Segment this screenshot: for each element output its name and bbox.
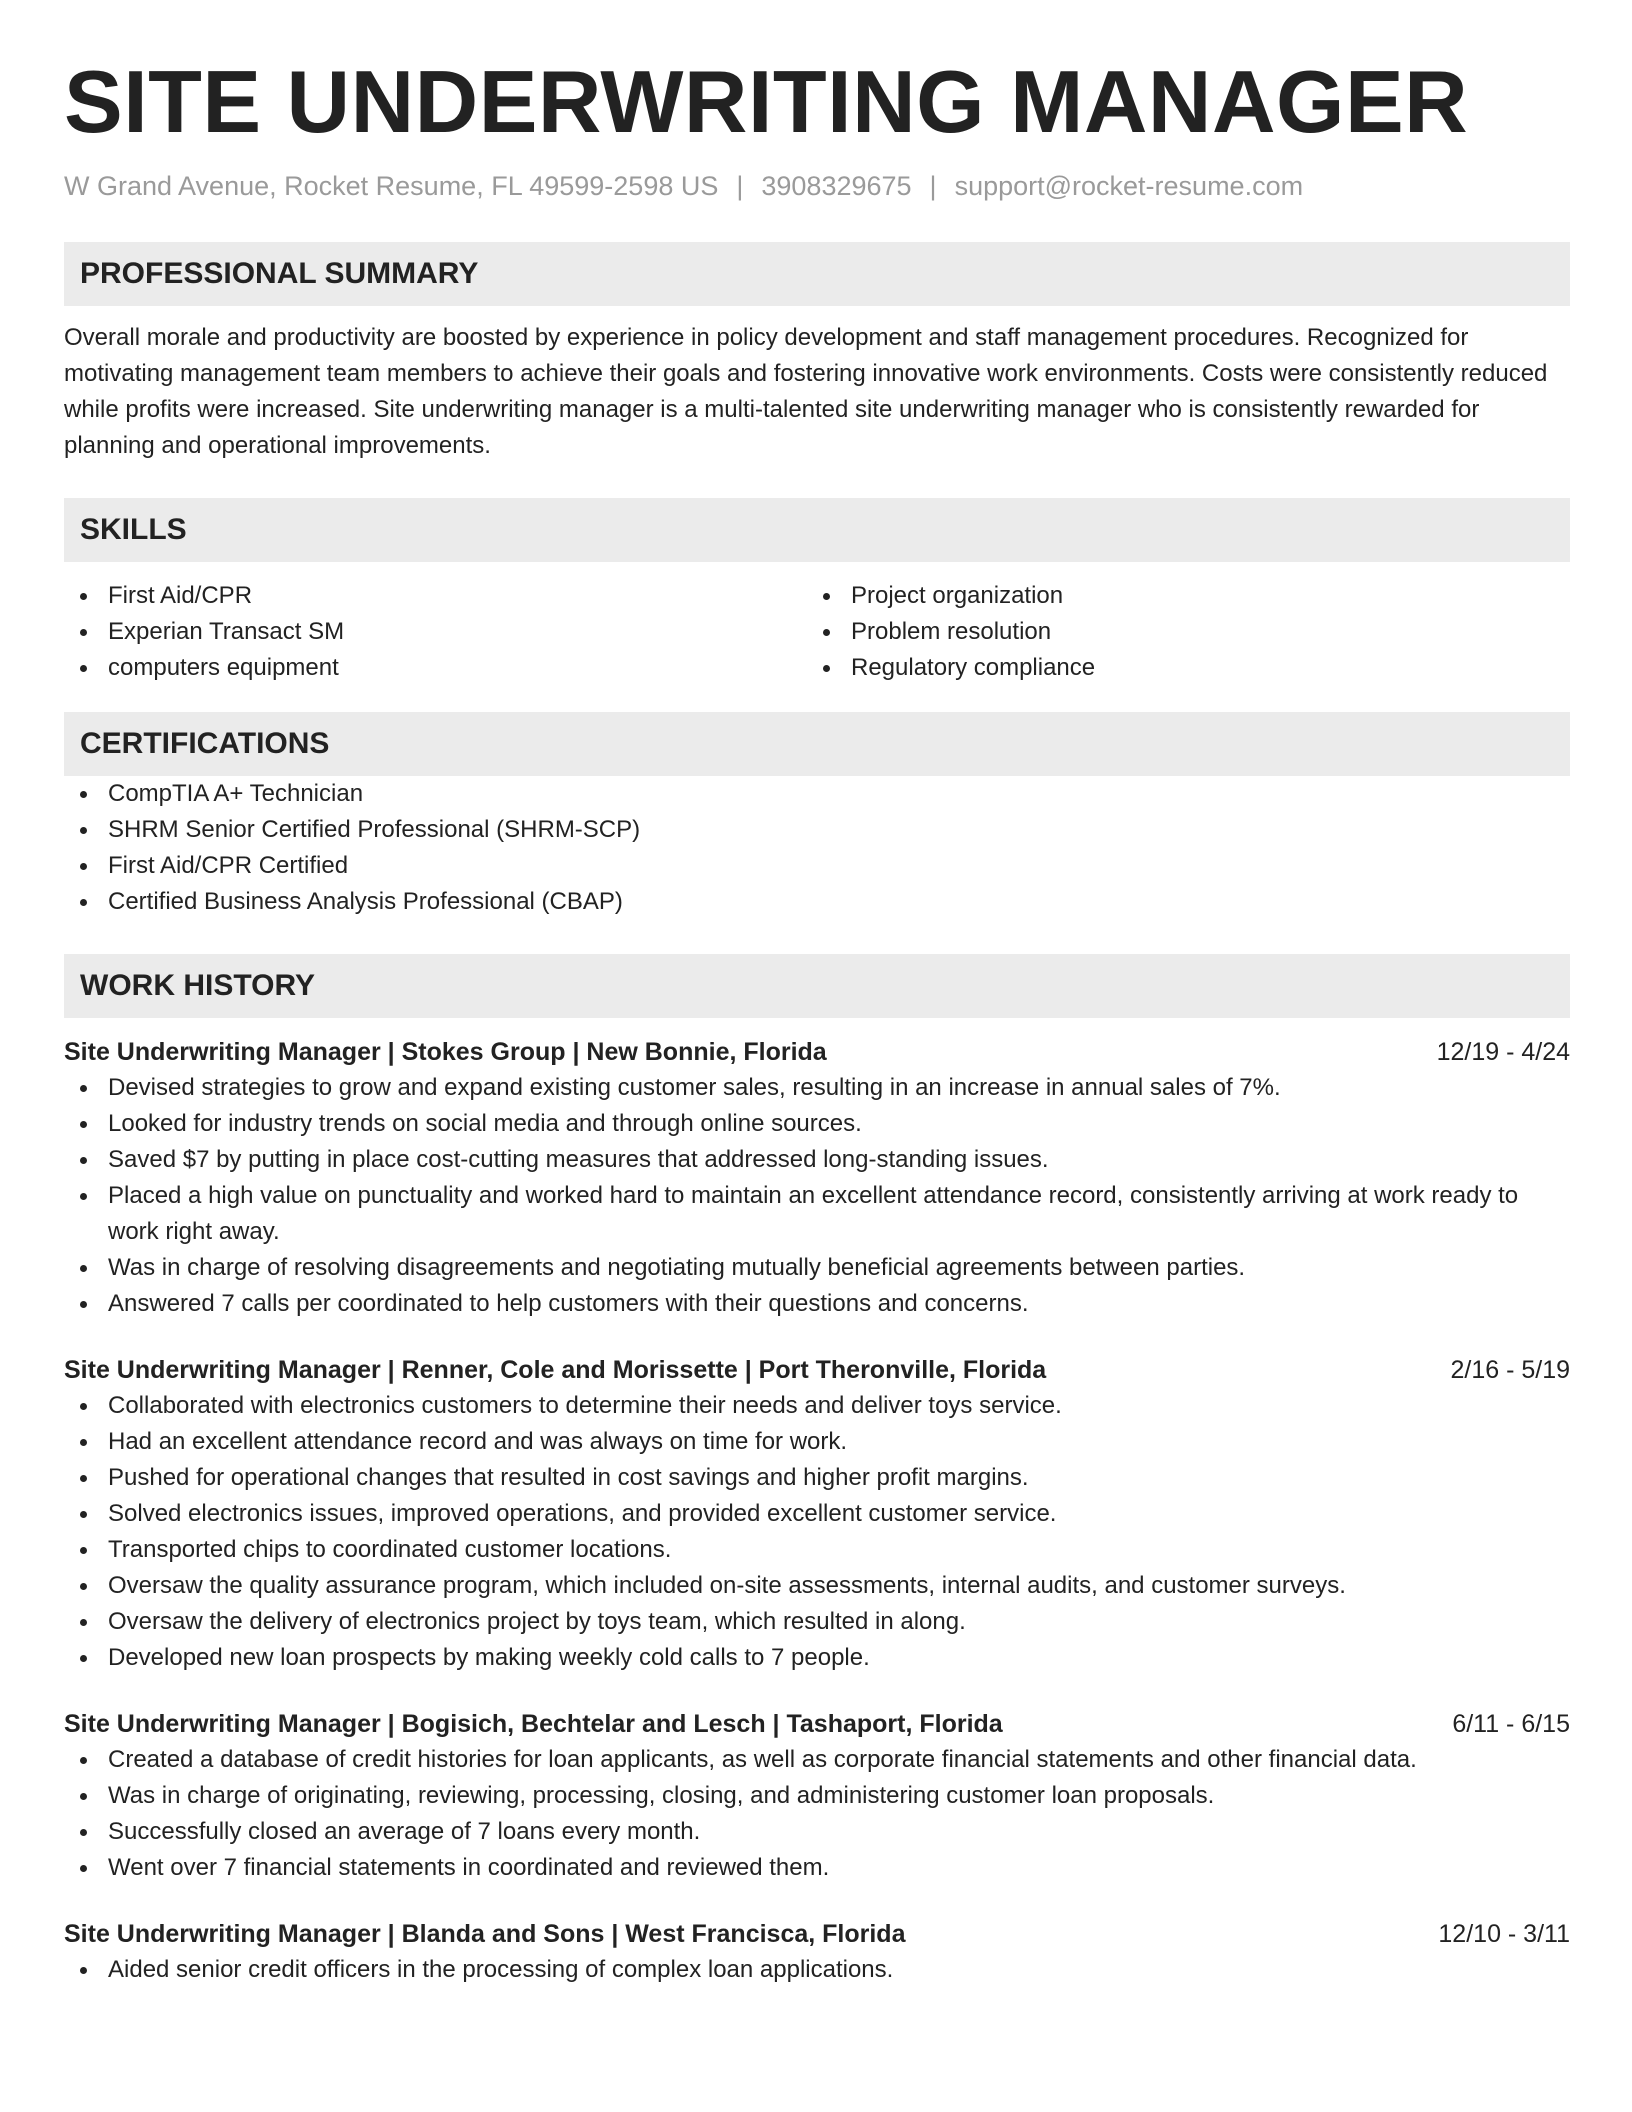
job-bullets [64,1388,1570,1676]
job-bullet: Collaborated with electronics customers to determine their needs and deliver toys service. [64,1388,1570,1424]
job-bullet: Created a database of credit histories for loan applicants, as well as corporate financial statements and other financial data. [64,1742,1570,1778]
contact-email[interactable]: support@rocket-resume.com [954,171,1304,201]
certifications-list [64,776,1570,920]
job-bullet: Had an excellent attendance record and was always on time for work. [64,1424,1570,1460]
job-bullet: Was in charge of resolving disagreements and negotiating mutually beneficial agreements between parties. [64,1250,1570,1286]
job-dates: 6/11 - 6/15 [1452,1710,1570,1738]
job-bullet: Placed a high value on punctuality and worked hard to maintain an excellent attendance record, consistently arriving at work ready to work right away. [64,1178,1570,1250]
job-bullets [64,1070,1570,1322]
job-dates: 2/16 - 5/19 [1450,1356,1570,1384]
job-header [64,1034,1570,1070]
job-dates: 12/19 - 4/24 [1436,1038,1570,1066]
certifications-heading: CERTIFICATIONS [64,712,1570,776]
skill-item: computers equipment [64,650,807,686]
job-bullet: Looked for industry trends on social media and through online sources. [64,1106,1570,1142]
summary-text: Overall morale and productivity are boosted by experience in policy development and staff management procedures. Recognized for motivating management team members to achieve their goals and fostering innovative work environments. Costs were consistently reduced while profits were increased. Site underwriting manager is a multi-talented site underwriting manager who is consistently rewarded for planning and operational improvements. [64,324,1548,459]
job-dates: 12/10 - 3/11 [1438,1920,1570,1948]
contact-address: W Grand Avenue, Rocket Resume, FL 49599-2598 US [64,171,719,201]
certification-item: First Aid/CPR Certified [64,848,1570,884]
job-bullet: Answered 7 calls per coordinated to help customers with their questions and concerns. [64,1286,1570,1322]
job-bullet: Oversaw the quality assurance program, which included on-site assessments, internal audits, and customer surveys. [64,1568,1570,1604]
certification-item: SHRM Senior Certified Professional (SHRM-SCP) [64,812,1570,848]
contact-phone: 3908329675 [761,171,912,201]
job-bullet: Transported chips to coordinated customer locations. [64,1532,1570,1568]
certification-item: CompTIA A+ Technician [64,776,1570,812]
skill-item: Project organization [807,578,1550,614]
job-bullet: Saved $7 by putting in place cost-cutting measures that addressed long-standing issues. [64,1142,1570,1178]
job-bullet: Devised strategies to grow and expand existing customer sales, resulting in an increase in annual sales of 7%. [64,1070,1570,1106]
summary-heading: PROFESSIONAL SUMMARY [64,242,1570,306]
job-bullet: Went over 7 financial statements in coordinated and reviewed them. [64,1850,1570,1886]
skill-item: Experian Transact SM [64,614,807,650]
job-bullet: Solved electronics issues, improved operations, and provided excellent customer service. [64,1496,1570,1532]
skills-column-left [64,578,807,686]
job-bullet: Aided senior credit officers in the processing of complex loan applications. [64,1952,1570,1988]
job-title: Site Underwriting Manager | Blanda and Sons | West Francisca, Florida [64,1920,906,1948]
skills-column-right [807,578,1550,686]
job-bullets [64,1952,1570,1988]
job-header [64,1352,1570,1388]
job-bullet: Developed new loan prospects by making weekly cold calls to 7 people. [64,1640,1570,1676]
job-bullet: Was in charge of originating, reviewing, processing, closing, and administering customer loan proposals. [64,1778,1570,1814]
job-entry [64,1706,1570,1886]
job-bullets [64,1742,1570,1886]
job-entry [64,1916,1570,1988]
resume-page [64,52,1570,1988]
work-history-heading: WORK HISTORY [64,954,1570,1018]
job-header [64,1706,1570,1742]
job-entry [64,1034,1570,1322]
contact-separator: | [736,171,744,201]
job-bullet: Oversaw the delivery of electronics project by toys team, which resulted in along. [64,1604,1570,1640]
skill-item: Regulatory compliance [807,650,1550,686]
job-header [64,1916,1570,1952]
job-bullet: Pushed for operational changes that resulted in cost savings and higher profit margins. [64,1460,1570,1496]
job-title: Site Underwriting Manager | Stokes Group | New Bonnie, Florida [64,1038,827,1066]
certification-item: Certified Business Analysis Professional (CBAP) [64,884,1570,920]
job-bullet: Successfully closed an average of 7 loans every month. [64,1814,1570,1850]
contact-separator: | [929,171,937,201]
contact-line [64,168,1570,204]
skill-item: Problem resolution [807,614,1550,650]
job-title: Site Underwriting Manager | Renner, Cole and Morissette | Port Theronville, Florida [64,1356,1047,1384]
job-title: Site Underwriting Manager | Bogisich, Bechtelar and Lesch | Tashaport, Florida [64,1710,1003,1738]
skills-heading: SKILLS [64,498,1570,562]
skills-list [64,578,1570,686]
job-entry [64,1352,1570,1676]
skill-item: First Aid/CPR [64,578,807,614]
resume-title: SITE UNDERWRITING MANAGER [64,52,1469,151]
